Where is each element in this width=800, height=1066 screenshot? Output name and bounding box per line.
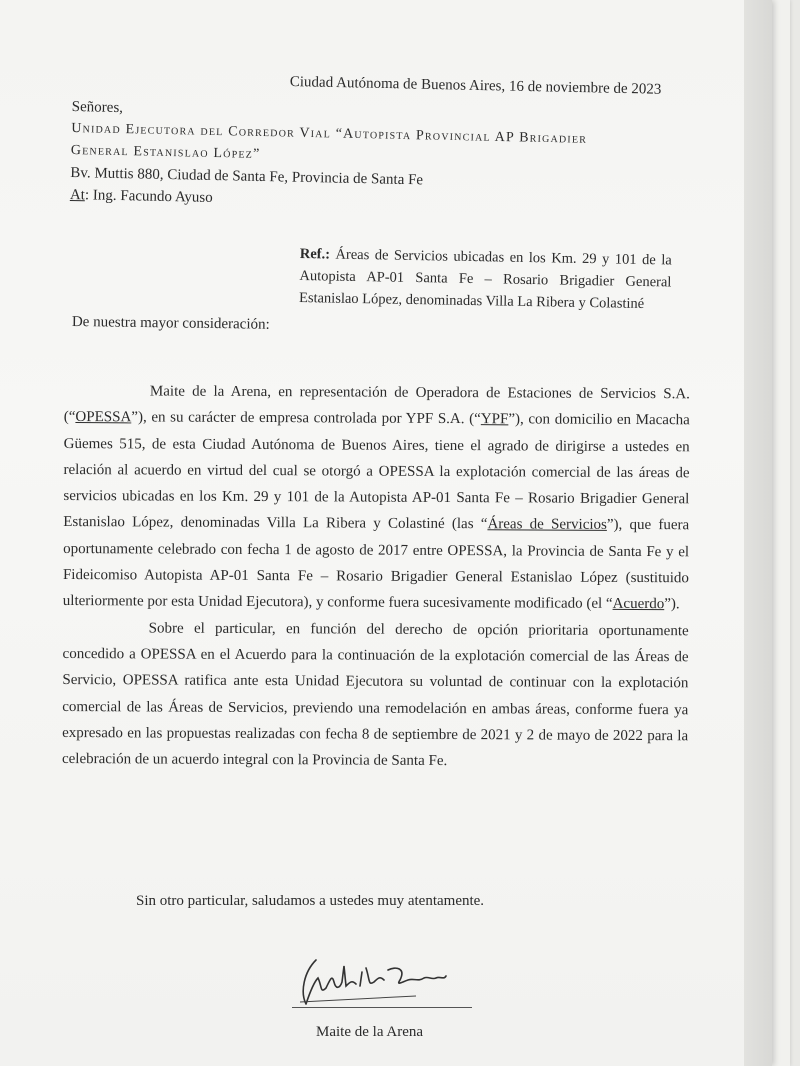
recipient-line-2: General Estanislao López” [70,142,261,162]
signer-name: Maite de la Arena [316,1024,424,1040]
recipient-block [70,96,588,217]
reference-block [299,243,672,315]
handwritten-signature [296,952,476,1010]
signature-line [292,1007,472,1008]
letter-date: Ciudad Autónoma de Buenos Aires, 16 de noviembre de 2023 [289,74,662,98]
attention-name: : Ing. Facundo Ayuso [84,187,213,206]
closing-line: Sin otro particular, saludamos a ustedes muy atentamente. [136,893,485,909]
defined-term-opessa: OPESSA [75,409,132,426]
defined-term-acuerdo: Acuerdo [612,596,665,613]
p1-text-a: Maite de la Arena, en representación de Operadora de Estaciones de Servicios S.A. (“ [63,383,690,426]
salutation-to: Señores, [71,98,124,117]
p1-text-b: ”), en su carácter de empresa controlada por YPF S.A. (“ [131,409,481,428]
paragraph-2: Sobre el particular, en función del derecho de opción prioritaria oportunamente concedido a OPESSA en el Acuerdo para la continuación de la explotación comercial de las Áreas de Servicio, OPESSA ratifica ante esta Unidad Ejecutora su voluntad de continuar con la explotación comercial de las Áreas de Servicios, previendo una remodelación en ambas áreas, conforme fuera ya expresado en las propuestas realizadas con fecha 8 de septiembre de 2021 y 2 de mayo de 2022 para la celebración de un acuerdo integral con la Provincia de Santa Fe. [61,620,689,770]
letter-body [62,378,690,776]
attention-label: At [69,186,86,204]
reference-label: Ref.: [299,245,331,263]
reference-text: Áreas de Servicios ubicadas en los Km. 29 y 101 de la Autopista AP-01 Santa Fe – Rosario Brigadier General Estanislao López, denominadas Villa La Ribera y Colastiné [298,246,672,313]
paragraph-1 [63,378,690,618]
p1-text-e: ”). [664,596,680,613]
recipient-address: Bv. Muttis 880, Ciudad de Santa Fe, Provincia de Santa Fe [70,164,424,189]
p1-text-c: ”), con domicilio en Macacha Güemes 515, de esta Ciudad Autónoma de Buenos Aires, tiene el agrado de dirigirse a ustedes en relación al acuerdo en virtud del cual se otorgó a OPESSA la explotación comercial de las áreas de servicios ubicadas en los Km. 29 y 101 de la Autopista AP-01 Santa Fe – Rosario Brigadier General Estanislao López, denominadas Villa La Ribera y Colastiné (las “ [63,411,690,533]
defined-term-areas: Áreas de Servicios [487,516,607,534]
p1-text-d: ”), que fuera oportunamente celebrado con fecha 1 de agosto de 2017 entre OPESSA, la Provincia de Santa Fe y el Fideicomiso Autopista AP-01 Santa Fe – Rosario Brigadier General Estanislao López (sustituido ulteriormente por esta Unidad Ejecutora), y conforme fuera sucesivamente modificado (el “ [62,517,690,613]
page-edge [744,0,772,1066]
greeting: De nuestra mayor consideración: [71,314,270,333]
defined-term-ypf: YPF [480,411,509,428]
recipient-line-1: Unidad Ejecutora del Corredor Vial “Autopista Provincial AP Brigadier [71,120,588,147]
